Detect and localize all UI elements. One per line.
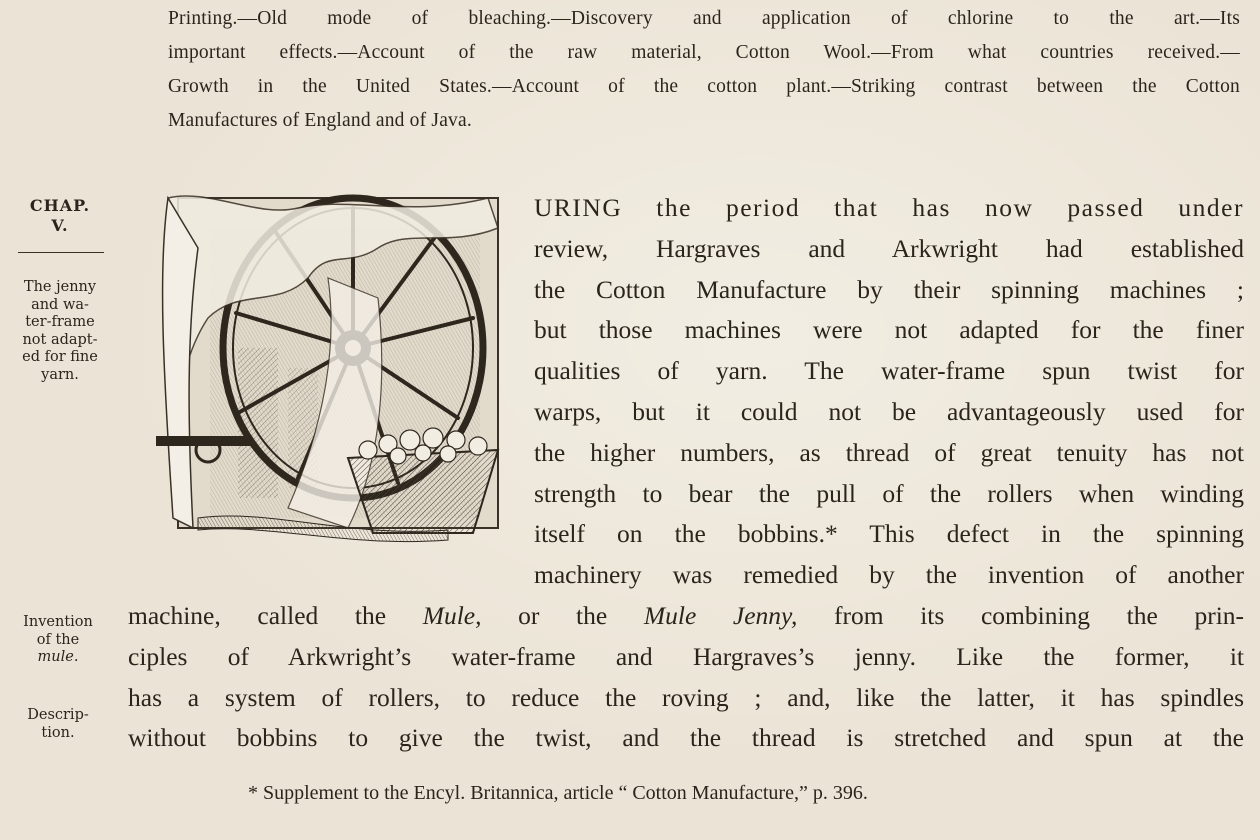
- margin-note-jenny: [10, 279, 110, 384]
- margin-note-line: of the: [36, 631, 80, 648]
- text-line: itself on the bobbins.* This defect in the spinning: [534, 519, 1244, 549]
- margin-note-description: [8, 707, 108, 742]
- text-line: has a system of rollers, to reduce the roving ; and, like the latter, it has spindles: [128, 682, 1244, 712]
- text-fragment: from its combining the prin-: [834, 601, 1245, 630]
- footnote: * Supplement to the Encyl. Britannica, article “ Cotton Manufacture,” p. 396.: [248, 782, 868, 804]
- text-fragment: machine, called the: [128, 601, 387, 630]
- chapter-heading: [14, 196, 106, 236]
- margin-note-line: Descrip-: [27, 707, 89, 723]
- text-line: strength to bear the pull of the rollers when winding: [534, 478, 1244, 508]
- text-fragment-italic: Mule Jenny,: [643, 601, 798, 630]
- text-fragment-italic: Mule,: [422, 601, 482, 630]
- margin-divider: [18, 252, 104, 253]
- margin-note-line: not adapt-: [22, 331, 98, 348]
- chapter-label: CHAP.: [29, 196, 91, 215]
- text-line: review, Hargraves and Arkwright had established: [534, 233, 1244, 263]
- margin-note-line: Invention: [23, 614, 93, 630]
- summary-line: important effects.—Account of the raw material, Cotton Wool.—From what countries received.—: [168, 42, 1240, 63]
- margin-note-line: yarn.: [41, 366, 79, 383]
- spinning-wheel-illustration: [148, 188, 508, 552]
- margin-note-mule: [8, 614, 108, 667]
- text-line: warps, but it could not be advantageously used for: [534, 397, 1244, 426]
- text-fragment: or the: [518, 601, 608, 630]
- text-line: the Cotton Manufacture by their spinning machines ;: [534, 274, 1244, 304]
- text-line: ciples of Arkwright’s water-frame and Hargraves’s jenny. Like the former, it: [128, 641, 1244, 671]
- text-line: qualities of yarn. The water-frame spun twist for: [534, 356, 1244, 386]
- text-line: URING the period that has now passed under: [534, 193, 1244, 222]
- text-line: machinery was remedied by the invention of another: [534, 560, 1244, 590]
- margin-note-line: tion.: [41, 724, 75, 741]
- text-line: without bobbins to give the twist, and the thread is stretched and spun at the: [128, 723, 1244, 753]
- summary-line: Printing.—Old mode of bleaching.—Discovery and application of chlorine to the art.—Its: [168, 8, 1240, 29]
- text-line: the higher numbers, as thread of great tenuity has not: [534, 437, 1244, 467]
- chapter-summary: [168, 2, 1240, 138]
- margin-note-line: mule.: [37, 649, 79, 665]
- margin-note-line: The jenny: [23, 279, 97, 295]
- chapter-number: V.: [51, 216, 69, 235]
- margin-note-line: and wa-: [31, 296, 89, 313]
- text-line: [128, 596, 1244, 637]
- summary-line: Manufactures of England and of Java.: [168, 110, 472, 131]
- margin-note-line: ter-frame: [25, 314, 95, 330]
- summary-line: Growth in the United States.—Account of the cotton plant.—Striking contrast between the Cotton: [168, 76, 1240, 97]
- margin-note-line: ed for fine: [22, 349, 98, 365]
- text-line: but those machines were not adapted for the finer: [534, 315, 1244, 345]
